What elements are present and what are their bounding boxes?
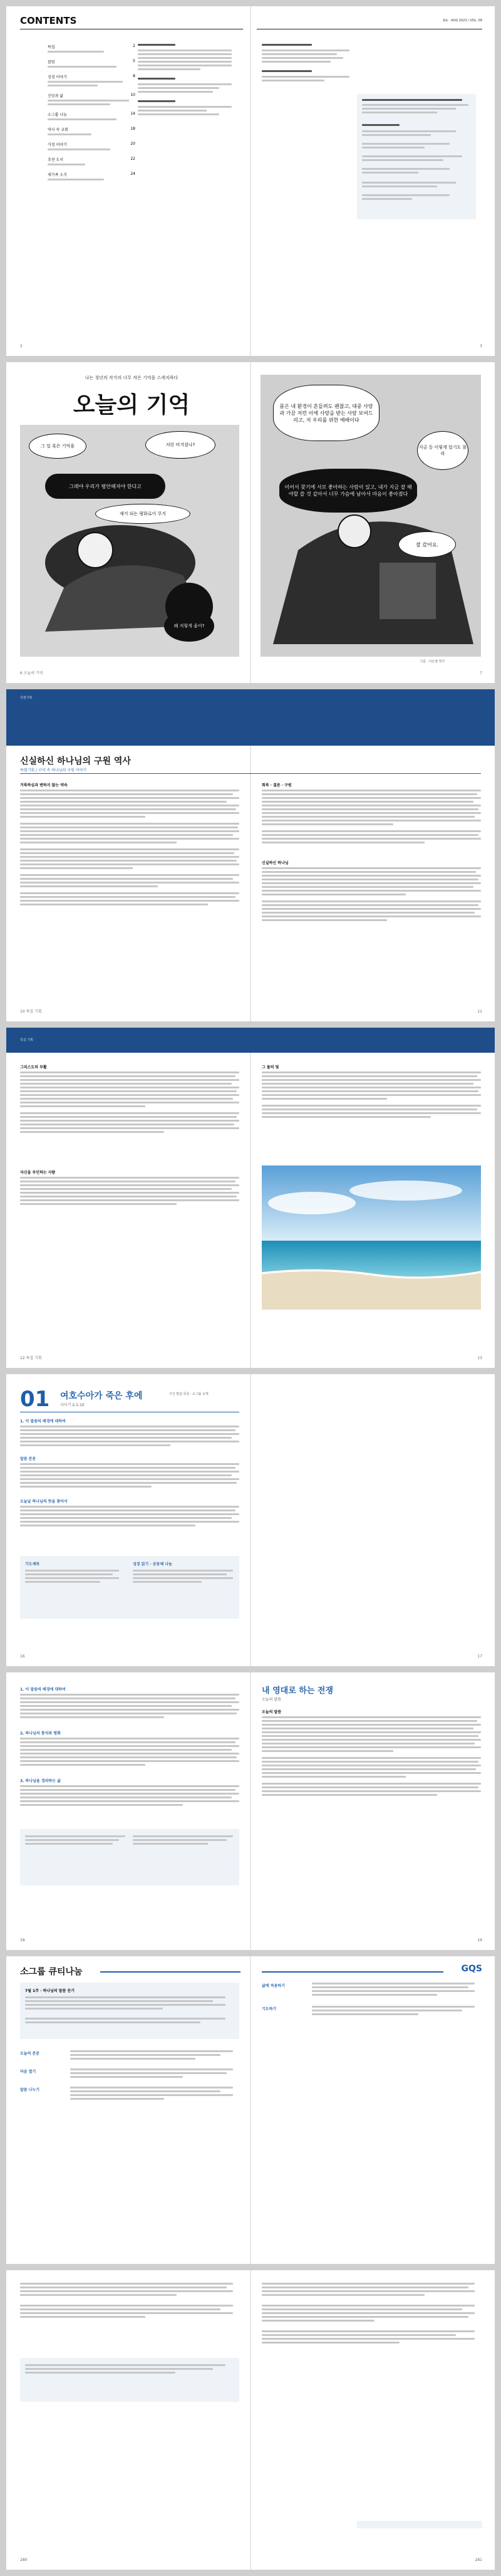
page-number-right: 281	[475, 2558, 482, 2562]
toc-item[interactable]: 역사 속 교회 18	[48, 127, 135, 132]
comic-caption: 그림 · 이은정 작가	[420, 660, 445, 664]
article-byline: 특별기획 / 구약 속 하나님의 구원 이야기	[20, 768, 87, 773]
section-heading: 거룩하심과 변하지 않는 약속	[20, 783, 68, 788]
lesson-number: 01	[20, 1387, 50, 1412]
toc-item[interactable]: 특집 2	[48, 44, 135, 50]
smallgroup-spread	[6, 1956, 495, 2264]
section-heading: 오늘의 말씀	[262, 1710, 282, 1714]
comic-spread	[6, 362, 495, 683]
smallgroup-badge: GQS	[461, 1964, 482, 1974]
speech-bubble: 이어서 찾기에 서로 좋아하는 사람이 있고, 내가 지금 잘 해야할 쓸 것 같아서 너무 가슴에 남아서 마음이 좋아졌다	[279, 469, 417, 513]
toc-item[interactable]: 추천 도서 22	[48, 157, 135, 162]
smallgroup-spread-continued	[6, 2270, 495, 2570]
info-box	[357, 94, 476, 219]
toc-item[interactable]: 소그룹 나눔 14	[48, 112, 135, 117]
article-banner	[6, 1028, 495, 1053]
lesson2-title: 내 영대로 하는 전쟁	[262, 1686, 334, 1696]
article1-spread	[6, 689, 495, 1021]
comic-panel-right	[261, 375, 481, 657]
page-number-right: 11	[477, 1009, 482, 1014]
body-text-left	[20, 790, 239, 907]
lesson-spread	[6, 1374, 495, 1666]
page-number-left: 2	[20, 344, 23, 348]
lesson-section: 1. 이 말씀의 배경에 대하여	[20, 1419, 66, 1424]
section-heading: 회복 · 결론 · 구원	[262, 783, 292, 788]
note-box	[20, 2358, 239, 2402]
lesson-section: 3. 하나님을 경외하는 삶	[20, 1779, 61, 1783]
lesson-body	[20, 1785, 239, 1808]
comic-subtitle: 나는 청년의 작가의 너무 작은 기억을 스케치하다	[85, 375, 178, 380]
qa-row: 마음 열기	[20, 2068, 239, 2078]
page-number-left: 10 특집 기획	[20, 1009, 42, 1014]
article2-spread	[6, 1028, 495, 1368]
smallgroup-title: 소그룹 큐티나눔	[20, 1967, 83, 1977]
speech-bubble: 그 일 혹은 기억을	[29, 434, 86, 459]
lesson2-sub: 오늘의 말씀	[262, 1697, 281, 1702]
toc-item[interactable]: 새가족 소식 24	[48, 172, 135, 177]
toc-item[interactable]: 성경 이야기 8	[48, 74, 135, 80]
page-gutter	[250, 6, 251, 356]
lesson-section: 1. 이 말씀의 배경에 대하여	[20, 1687, 66, 1692]
speech-bubble: 저런 비겨셨나?	[145, 431, 215, 459]
speech-bubble: 지금 등 이렇게 있기도 몰라	[417, 431, 468, 470]
speech-bubble: 제거 되는 평화로이 무지	[95, 504, 190, 524]
toc-item[interactable]: 가정 이야기 20	[48, 142, 135, 147]
body-text-right	[262, 790, 481, 845]
page-number-left: 6 오늘의 기억	[20, 671, 43, 675]
beach-photo	[262, 1165, 481, 1310]
qa-row: 기도하기	[262, 2006, 481, 2015]
prayer-box: 기도제목 성경 읽기 · 공동체 나눔	[20, 1556, 239, 1619]
lesson-title: 여호수아가 죽은 후에	[60, 1391, 143, 1401]
lesson-side-note: 주간 말씀 묵상 · 소그룹 교재	[169, 1392, 209, 1396]
page-number-left: 16	[20, 1654, 25, 1659]
article-tag: 특집 기획	[20, 1038, 33, 1042]
speech-bubble: 몸은 내 환경이 흔들려도 괜찮고, 대중 사랑과 가끔 저런 이에 사랑을 받는 사람 보여드리고, 저 우리를 위한 예배이다	[273, 385, 380, 441]
footer-note	[357, 2521, 482, 2528]
contents-title: CONTENTS	[20, 15, 77, 26]
contents-spread	[6, 6, 495, 356]
lesson2-spread	[6, 1672, 495, 1950]
lesson-body	[20, 1426, 239, 1451]
section-heading: 그리스도의 부활	[20, 1065, 47, 1070]
lesson-body	[20, 1694, 239, 1723]
note-box	[20, 1829, 239, 1885]
lesson-body	[20, 1738, 239, 1771]
qa-row: 삶에 적용하기	[262, 1983, 481, 1996]
body-text-left-2	[20, 1177, 239, 1207]
toc-list	[48, 44, 135, 187]
article-label: 특별기획	[20, 696, 33, 700]
speech-bubble: 왜 저렇게 울어?	[164, 610, 214, 642]
qa-row: 말씀 나누기	[20, 2087, 239, 2100]
lesson-section: 말씀 본문	[20, 1457, 36, 1461]
body-text-left	[20, 1072, 239, 1135]
qa-list-left-continued	[20, 2283, 239, 2327]
comic-title: 오늘의 기억	[73, 392, 190, 418]
section-heading: 그 물의 빛	[262, 1065, 279, 1070]
body-text-right-2	[262, 867, 481, 923]
section-heading: 자신을 부인하는 사람	[20, 1171, 56, 1175]
page-number-left: 12 특집 기획	[20, 1356, 42, 1360]
qa-list-left	[20, 2050, 239, 2109]
article-title: 신실하신 하나님의 구원 역사	[20, 756, 131, 766]
toc-item[interactable]: 칼럼 5	[48, 59, 135, 65]
page-number-right: 3	[480, 344, 482, 348]
lesson-body	[20, 1463, 239, 1493]
page-number-right: 19	[477, 1938, 482, 1942]
toc-grid	[138, 44, 244, 117]
speech-bubble: 잘 갔어요.	[398, 531, 456, 558]
intro-box: 7월 1주 · 하나님의 말씀 듣기	[20, 1983, 239, 2039]
body-text-right	[262, 1716, 481, 1798]
right-toc	[262, 44, 349, 83]
page-number-right: 13	[477, 1356, 482, 1360]
lesson-reference: 사사기 2:1-10	[60, 1403, 85, 1407]
qa-list-right-continued	[262, 2283, 481, 2345]
page-number-right: 17	[477, 1654, 482, 1659]
comic-panel-left	[20, 425, 239, 657]
qa-list-right	[262, 1983, 481, 2025]
lesson-section: 2. 하나님의 통치와 평화	[20, 1731, 61, 1736]
beach-illustration	[262, 1165, 481, 1310]
page-number-left: 18	[20, 1938, 25, 1942]
lesson-section: 오늘날 하나님의 뜻을 찾아서	[20, 1499, 68, 1504]
speech-bubble: 그래야 우리가 평안해져야 한다고	[45, 474, 165, 499]
section-heading: 신실하신 하나님	[262, 861, 289, 865]
article-banner	[6, 689, 495, 746]
page-number-left: 280	[20, 2558, 28, 2562]
lesson-body	[20, 1506, 239, 1528]
qa-row: 오늘의 본문	[20, 2050, 239, 2060]
toc-item[interactable]: 신앙과 삶 10	[48, 93, 135, 98]
page-number-right: 7	[480, 671, 482, 675]
body-text-right	[262, 1072, 481, 1120]
issue-label: JUL · AUG 2023 / VOL. 09	[443, 19, 482, 23]
